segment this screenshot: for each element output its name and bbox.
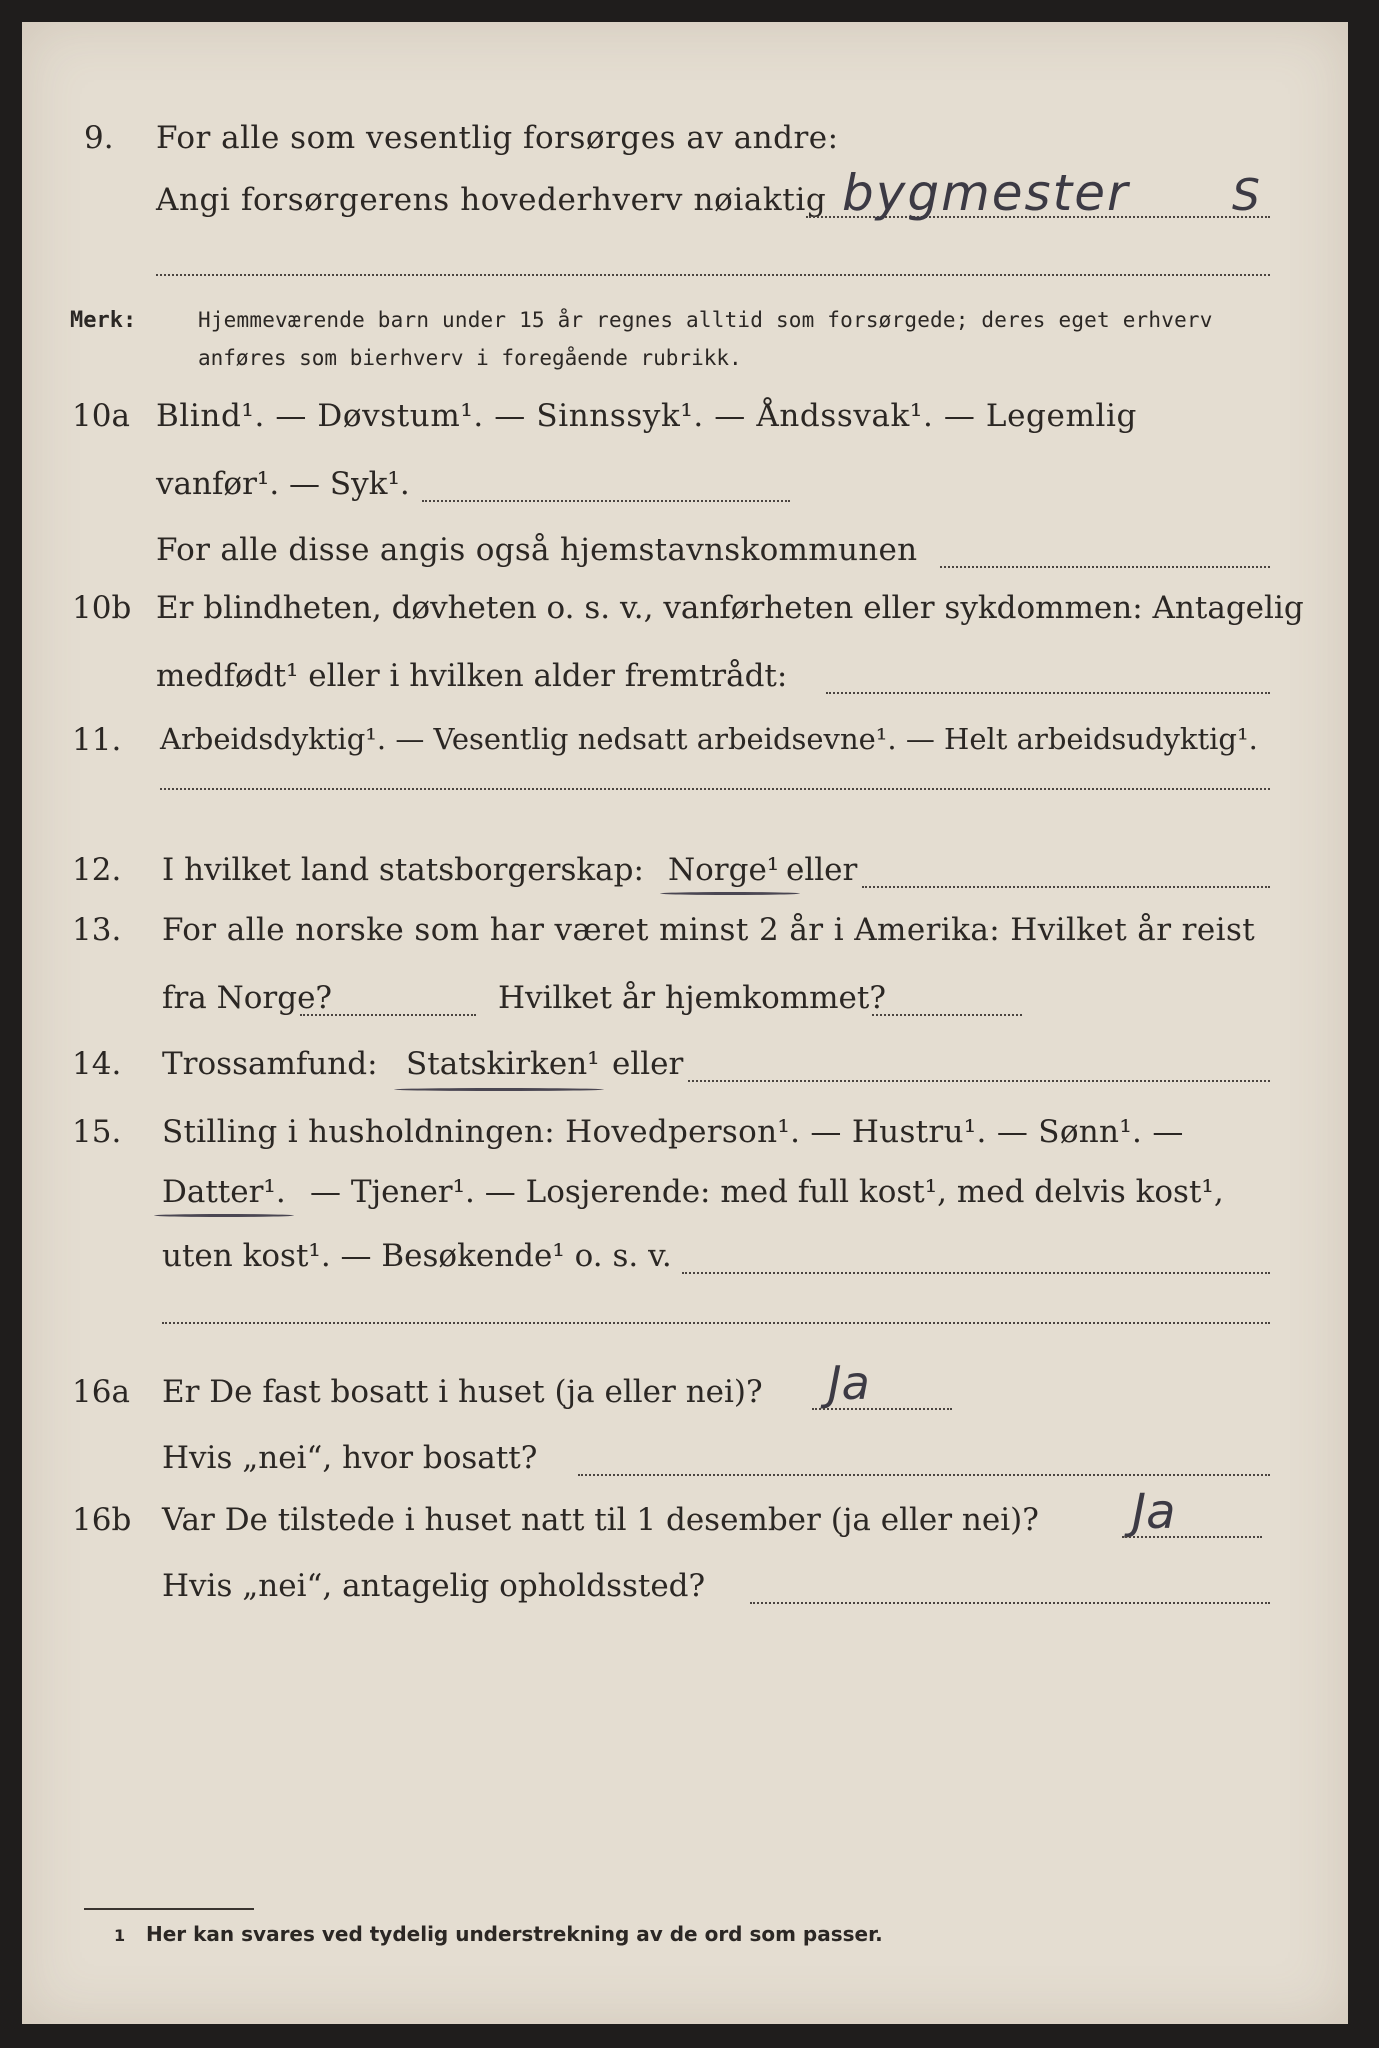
question-number: 14. — [72, 1046, 122, 1082]
question-text: Er De fast bosatt i huset (ja eller nei)? — [162, 1374, 763, 1410]
note-text: Hjemmeværende barn under 15 år regnes alltid som forsørgede; deres eget erhverv — [198, 308, 1213, 332]
answer-line — [862, 886, 1270, 888]
question-number: 16b — [72, 1502, 132, 1538]
note-label: Merk: — [70, 308, 137, 333]
answer-option-statskirken: Statskirken¹ — [406, 1046, 600, 1082]
answer-line — [156, 274, 1270, 276]
handwritten-answer: Ja — [1132, 1484, 1176, 1540]
answer-option-norge: Norge¹ — [668, 852, 780, 888]
census-form-page — [22, 22, 1348, 2024]
answer-line — [422, 500, 790, 502]
question-text: Var De tilstede i huset natt til 1 desember (ja eller nei)? — [162, 1502, 1039, 1538]
answer-line — [578, 1474, 1270, 1476]
answer-line — [300, 1014, 476, 1016]
answer-option-datter: Datter¹. — [162, 1174, 286, 1210]
question-text: eller — [786, 852, 858, 888]
question-text: vanfør¹. — Syk¹. — [156, 466, 410, 502]
question-text: I hvilket land statsborgerskap: — [162, 852, 644, 888]
note-text: anføres som bierhverv i foregående rubrikk. — [198, 346, 742, 370]
question-text: medfødt¹ eller i hvilken alder fremtrådt: — [156, 658, 788, 694]
footnote-text: Her kan svares ved tydelig understrekning av de ord som passer. — [146, 1922, 883, 1946]
question-number: 11. — [72, 722, 122, 758]
answer-line — [162, 1322, 1270, 1324]
answer-line — [688, 1080, 1270, 1082]
question-number: 16a — [72, 1374, 130, 1410]
handwritten-underline — [660, 892, 800, 895]
handwritten-answer: bygmester — [842, 164, 1130, 222]
question-text: Trossamfund: — [162, 1046, 378, 1082]
question-number: 15. — [72, 1114, 122, 1150]
answer-line — [940, 566, 1270, 568]
answer-line — [872, 1014, 1022, 1016]
footnote-divider — [84, 1908, 254, 1910]
answer-line — [826, 692, 1270, 694]
handwritten-answer: Ja — [828, 1356, 870, 1410]
answer-line — [750, 1602, 1270, 1604]
question-text: fra Norge? — [162, 980, 333, 1016]
question-text: Hvilket år hjemkommet? — [498, 980, 886, 1016]
answer-line — [812, 1408, 952, 1410]
question-number: 10b — [72, 590, 132, 626]
question-text: Arbeidsdyktig¹. — Vesentlig nedsatt arbeidsevne¹. — Helt arbeidsudyktig¹. — [160, 722, 1258, 756]
question-number: 13. — [72, 912, 122, 948]
question-number: 10a — [72, 398, 130, 434]
answer-line — [1122, 1536, 1262, 1538]
question-number: 9. — [84, 120, 114, 156]
question-text: Er blindheten, døvheten o. s. v., vanførheten eller sykdommen: Antagelig — [156, 590, 1304, 626]
handwritten-mark: S — [1232, 170, 1260, 221]
question-text: For alle norske som har været minst 2 år i Amerika: Hvilket år reist — [162, 912, 1256, 948]
handwritten-underline — [394, 1088, 604, 1091]
question-text: — Tjener¹. — Losjerende: med full kost¹, med delvis kost¹, — [310, 1174, 1224, 1210]
question-text: Hvis „nei“, antagelig opholdssted? — [162, 1568, 706, 1604]
question-text: Hvis „nei“, hvor bosatt? — [162, 1440, 538, 1476]
answer-line — [682, 1272, 1270, 1274]
question-text: Stilling i husholdningen: Hovedperson¹. — Hustru¹. — Sønn¹. — — [162, 1114, 1184, 1150]
question-text: uten kost¹. — Besøkende¹ o. s. v. — [162, 1238, 672, 1274]
question-text: Blind¹. — Døvstum¹. — Sinnssyk¹. — Åndssvak¹. — Legemlig — [156, 398, 1137, 434]
footnote-marker: 1 — [114, 1926, 126, 1945]
handwritten-underline — [154, 1214, 294, 1217]
question-text: eller — [612, 1046, 684, 1082]
question-text: For alle som vesentlig forsørges av andre: — [156, 120, 839, 156]
question-number: 12. — [72, 852, 122, 888]
answer-line — [160, 788, 1270, 790]
question-text: For alle disse angis også hjemstavnskommunen — [156, 532, 918, 568]
question-text: Angi forsørgerens hovederhverv nøiaktig — [156, 182, 827, 218]
